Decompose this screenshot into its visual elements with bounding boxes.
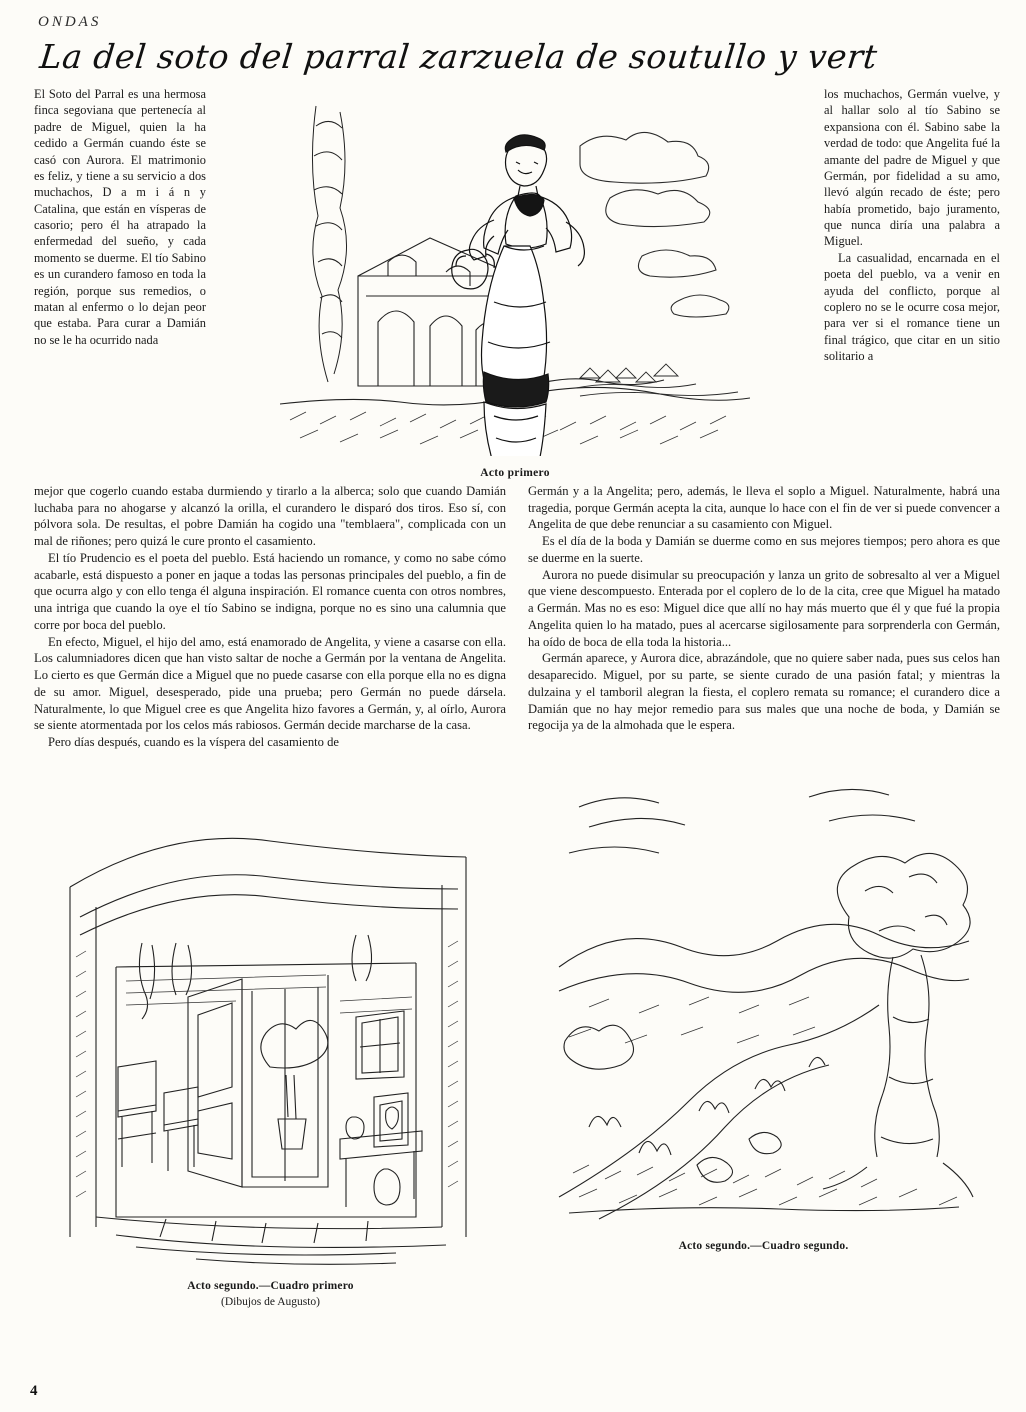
patio-interior-illustration — [56, 767, 486, 1267]
body-column-right — [528, 483, 1000, 751]
masthead: ONDAS — [38, 14, 102, 30]
body-paragraph: El tío Prudencio es el poeta del pueblo. Está haciendo un romance, y como no sabe cómo acabarle, está dispuesto a poner en jaque a todas las personas principales del pueblo, a fin de que ocurra algo y con ello tenga él alguna inspiración. El romance cuenta con otros nombres, una intriga que cuando la oye el tío Sabino se indigna, porque no es sino una calumnia que corre por boca del pueblo. — [34, 550, 506, 632]
body-paragraph: Germán aparece, y Aurora dice, abrazándole, que no quiere saber nada, pues sus celos han desaparecido. Miguel, por su parte, se siente curado de una pasión fatal; y mientras la dulzaina y el tamboril alegran la fiesta, el coplero remata su romance; el curandero dice a Damián que no hay mejor remedio para sus males que una noche de boda, y Damián se regocija ya de la almohada que le espera. — [528, 651, 1000, 733]
figure-caption-cuadro-segundo: Acto segundo.—Cuadro segundo. — [678, 1239, 849, 1252]
figure-caption-acto-primero: Acto primero — [480, 467, 550, 479]
woman-with-jug-illustration — [280, 86, 750, 456]
intro-column-left — [34, 86, 216, 348]
figure-acto-primero — [216, 86, 814, 479]
body-paragraph: Aurora no puede disimular su preocupación y lanza un grito de sobresalto al ver a Miguel que viene descompuesto. Enterada por el coplero de lo de la cita, cree que Miguel ha matado a Germán. Mas no es eso: Miguel dice que allí no hay más muerto que él y que fué la propia Angelita quien lo ha matado, pues al acercarse sigilosamente para sorprenderla con Germán, ha oído de boca de ella toda la historia... — [528, 567, 1000, 649]
bottom-illustrations — [34, 767, 1000, 1308]
figure-caption-cuadro-primero: Acto segundo.—Cuadro primero — [187, 1279, 354, 1292]
figure-acto-segundo-cuadro-primero — [34, 767, 507, 1308]
illustration-credit: (Dibujos de Augusto) — [220, 1295, 321, 1308]
body-paragraph: Pero días después, cuando es la víspera del casamiento de — [48, 735, 339, 750]
body-column-left — [34, 483, 506, 751]
intro-column-right — [814, 86, 1000, 364]
article-body — [34, 483, 1000, 751]
body-paragraph: En efecto, Miguel, el hijo del amo, está enamorado de Angelita, y viene a casarse con ella. Los calumniadores dicen que han visto saltar de noche a Germán por la ventana de Angelita. Lo cierto es que Germán dice a Miguel que no puede casarse con ella porque ella no es digna de su amor. Miguel, desesperado, pide una prueba; pero Germán no puede dársela. Naturalmente, lo que Miguel cree es que Angelita hizo favores a Germán, y, al oírlo, Aurora se siente atormentada por los celos más rabiosos. Germán decide marcharse de la casa. — [34, 634, 506, 733]
intro-paragraph: El Soto del Parral es una hermosa finca segoviana que pertenecía al padre de Miguel, quien la ha cedido a Germán cuando éste se casó con Aurora. El matrimonio es feliz, y tiene a su servicio a dos muchachos, D a m i á n y Catalina, que están en vísperas de casorio; pero él ha atrapado la enfermedad del sueño, y cada momento se duerme. El tío Sabino es un curandero famoso en toda la región, porque sus remedios, o matan al enfermo o lo dejan peor que estaba. Para curar a Damián no se le ha ocurrido nada — [34, 87, 206, 347]
body-paragraph: Es el día de la boda y Damián se duerme como en sus mejores tiempos; pero ahora es que se duerme en la suerte. — [528, 534, 1000, 565]
top-section — [34, 86, 1000, 479]
page-title: La del soto del parral zarzuela de soutullo y vert — [37, 37, 880, 76]
intro-paragraph-right-2: La casualidad, encarnada en el poeta del pueblo, va a venir en ayuda del conflicto, porque al coplero no se le ocurre cosa mejor, para ver si el romance tiene un final trágico, que citar en un sitio solitario a — [824, 250, 1000, 363]
body-paragraph: Germán y a la Angelita; pero, además, le lleva el soplo a Miguel. Naturalmente, habrá una tragedia, porque Germán acepta la cita, aunque lo hace con el fin de ver si puede convencer a Angelita de que debe renunciar a su casamiento con Miguel. — [528, 484, 1000, 532]
intro-paragraph-right-1: los muchachos, Germán vuelve, y al hallar solo al tío Sabino se expansiona con él. Sabino sabe la verdad de todo: que Angelita fué la amante del padre de Miguel y que Germán, por fidelidad a su amo, llevó algún recado de éste; pero había prometido, bajo juramento, que nunca diría una palabra a Miguel. — [824, 87, 1000, 249]
landscape-tree-illustration — [549, 767, 979, 1227]
page-number: 4 — [30, 1383, 38, 1399]
figure-acto-segundo-cuadro-segundo — [527, 767, 1000, 1252]
body-paragraph: mejor que cogerlo cuando estaba durmiendo y tirarlo a la alberca; solo que cuando Damián luchaba para no ahogarse y alcanzó la orilla, el curandero le disparó dos tiros. Eso sí, con pólvora sola. De resultas, el pobre Damián ha cogido una "temblaera", complicada con un mal de riñones; pero quizá le cure pronto el casamiento. — [34, 484, 506, 549]
